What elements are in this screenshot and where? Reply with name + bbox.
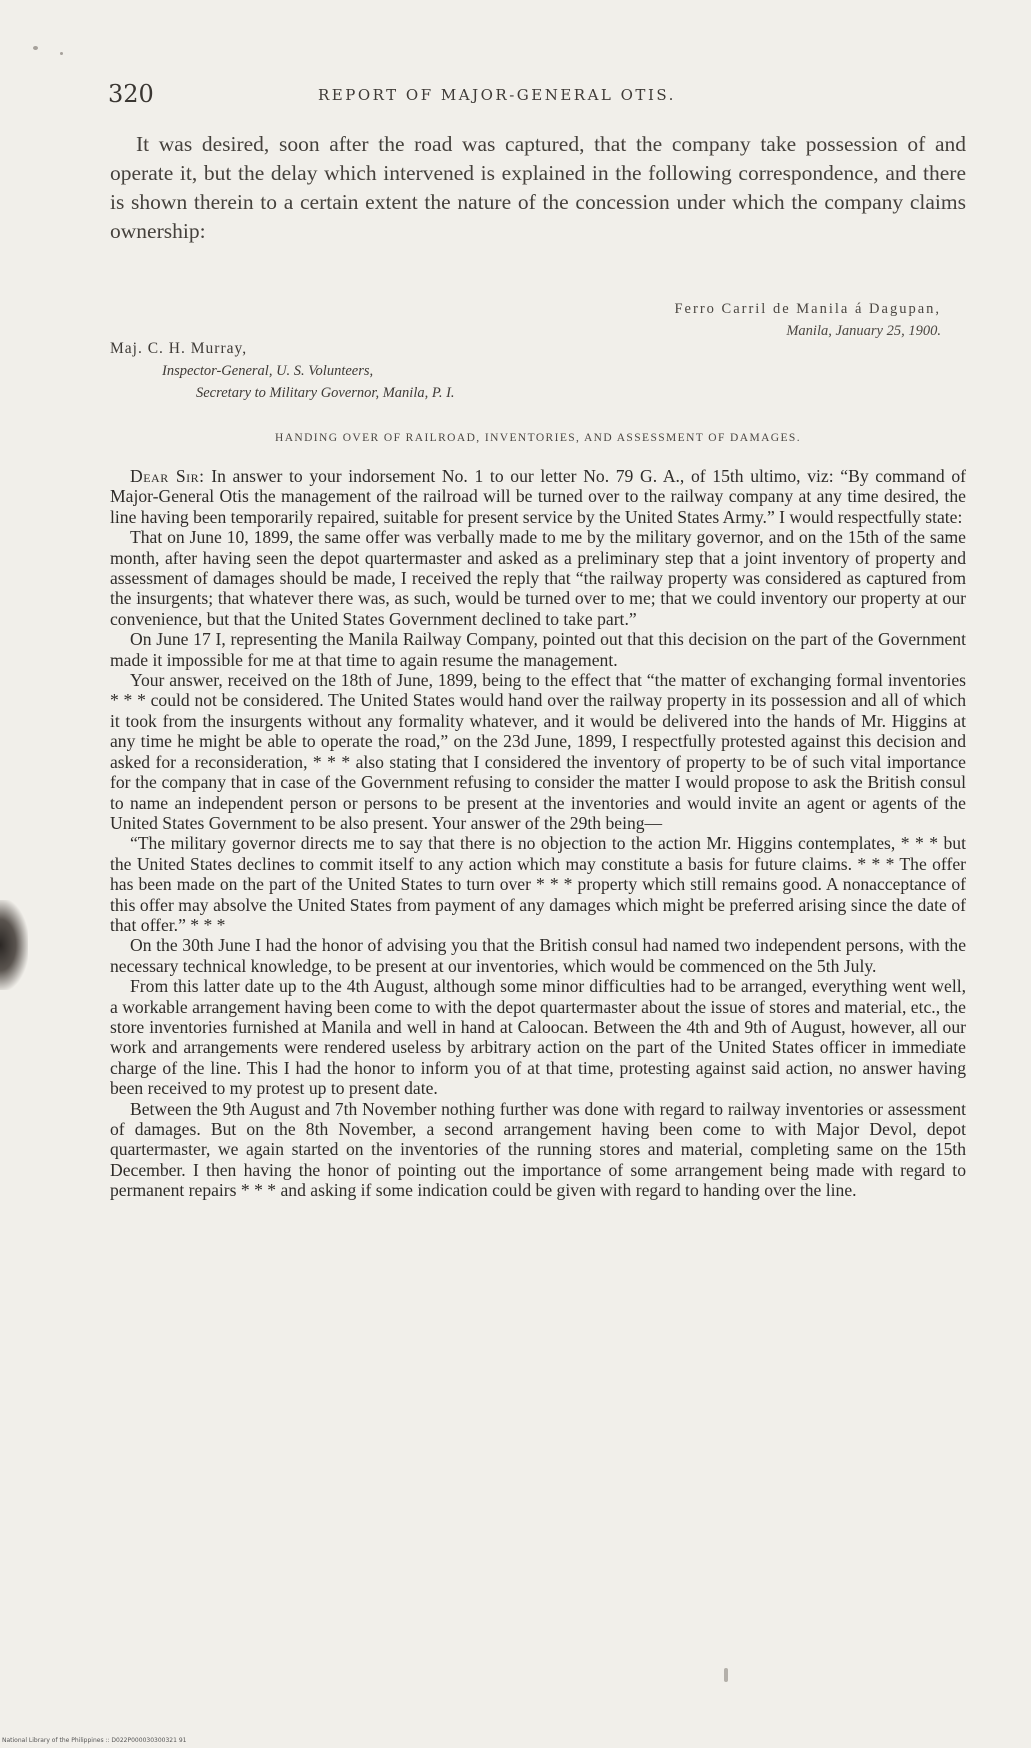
- addressee-title-1: Inspector-General, U. S. Volunteers,: [162, 363, 374, 379]
- page-number: 320: [108, 80, 154, 108]
- running-title: REPORT OF MAJOR-GENERAL OTIS.: [318, 86, 676, 104]
- letter-paragraph: [110, 466, 966, 527]
- binding-shadow: [0, 900, 28, 990]
- letter-paragraph: On June 17 I, representing the Manila Railway Company, pointed out that this decision on the part of the Government made it impossible for me at that time to again resume the management.: [110, 629, 966, 670]
- paper-speck: [60, 52, 63, 55]
- footer-credit: National Library of the Philippines :: D022P000030300321 91: [2, 1737, 187, 1744]
- letter-paragraph: That on June 10, 1899, the same offer was verbally made to me by the military governor, and on the 15th of the same month, after having seen the depot quartermaster and asked as a preliminary step that a joint inventory of property and assessment of damages should be made, I received the reply that “the railway property was considered as captured from the insurgents; that whatever there was, as such, would be turned over to me; that we could inventory our property at our convenience, but that the United States Government declined to take part.”: [110, 527, 966, 629]
- addressee-block: [110, 338, 455, 404]
- quoted-paragraph: “The military governor directs me to say that there is no objection to the action Mr. Higgins contemplates, * * * but the United States declines to commit itself to any action which may constitute a basis for future claims. * * * The offer has been made on the part of the United States to turn over * * * property which still remains good. A nonacceptance of this offer may absolve the United States from payment of any damages which might be preferred arising since the date of that offer.” * * *: [110, 833, 966, 935]
- running-header: [108, 80, 968, 110]
- addressee-name: Maj. C. H. Murray,: [110, 340, 248, 357]
- paper-speck: [33, 46, 38, 50]
- letter-paragraph: Your answer, received on the 18th of June, 1899, being to the effect that “the matter of exchanging formal inventories * * * could not be considered. The United States would hand over the railway property in its possession and all of which it took from the insurgents without any formality whatever, and it would be delivered into the hands of Mr. Higgins at any time he might be able to operate the road,” on the 23d June, 1899, I respectfully protested against this decision and asked for a reconsideration, * * * also stating that I considered the inventory of property to be of such vital importance for the company that in case of the Government refusing to consider the matter I would propose to ask the British consul to name an independent person or persons to be present at the inventories and would invite an agent or agents of the United States Government to be also present. Your answer of the 29th being—: [110, 670, 966, 833]
- letter-subject: HANDING OVER OF RAILROAD, INVENTORIES, AND ASSESSMENT OF DAMAGES.: [274, 432, 801, 444]
- letter-body: [110, 466, 966, 1201]
- paragraph-text: In answer to your indorsement No. 1 to our letter No. 79 G. A., of 15th ultimo, viz: “By command of Major-General Otis the management of the railroad will be turned over to the railway company at any time desired, the line having been temporarily repaired, suitable for present service by the United States Army.” I would respectfully state:: [110, 466, 966, 527]
- letter-paragraph: From this latter date up to the 4th August, although some minor difficulties had to be arranged, everything went well, a workable arrangement having been come to with the depot quartermaster about the issue of stores and material, etc., the store inventories furnished at Manila and well in hand at Caloocan. Between the 4th and 9th of August, however, all our work and arrangements were rendered useless by arbitrary action on the part of the United States officer in immediate charge of the line. This I had the honor to inform you of at that time, protesting against said action, no answer having been received to my protest up to present date.: [110, 976, 966, 1099]
- letterhead-company: Ferro Carril de Manila á Dagupan,: [674, 301, 941, 317]
- intro-paragraph: It was desired, soon after the road was captured, that the company take possession of and operate it, but the delay which intervened is explained in the following correspondence, and there is shown therein to a certain extent the nature of the concession under which the company claims ownership:: [110, 132, 966, 243]
- salutation: Dear Sir:: [130, 466, 205, 486]
- footer-mark: [724, 1668, 728, 1682]
- letter-paragraph: On the 30th June I had the honor of advising you that the British consul had named two independent persons, with the necessary technical knowledge, to be present at our inventories, which would be commenced on the 5th July.: [110, 935, 966, 976]
- letter-paragraph: Between the 9th August and 7th November nothing further was done with regard to railway inventories or assessment of damages. But on the 8th November, a second arrangement having been come to with Major Devol, depot quartermaster, we again started on the inventories of the running stores and material, completing same on the 15th December. I then having the honor of pointing out the importance of some arrangement being made with regard to permanent repairs * * * and asking if some indication could be given with regard to handing over the line.: [110, 1098, 966, 1201]
- addressee-title-2: Secretary to Military Governor, Manila, P. I.: [196, 385, 455, 401]
- letterhead: [674, 298, 941, 342]
- letterhead-place-date: Manila, January 25, 1900.: [786, 323, 941, 339]
